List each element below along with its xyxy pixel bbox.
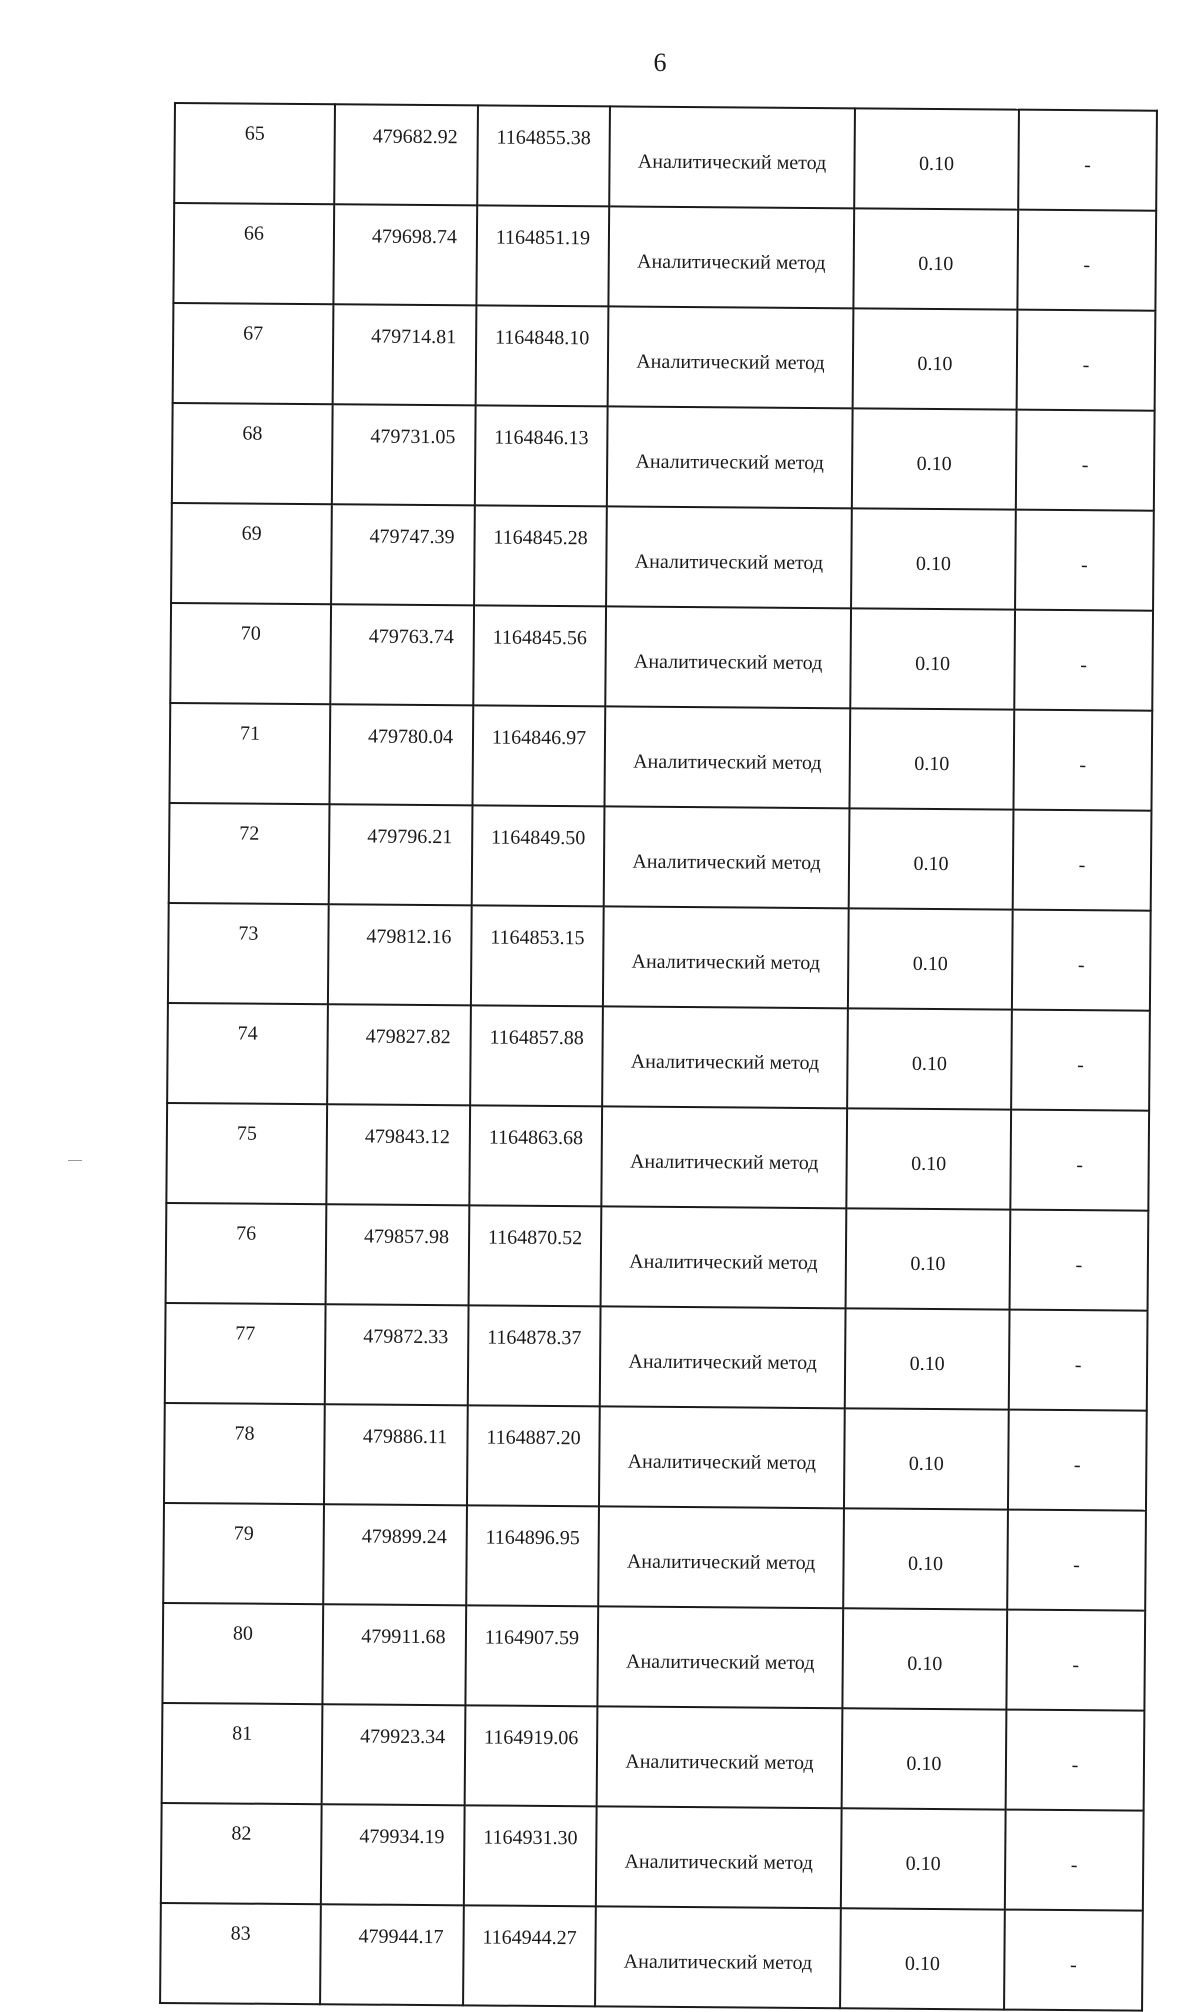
x-coordinate-cell: 479812.16 xyxy=(328,904,472,1005)
note-cell: - xyxy=(1011,1010,1150,1111)
table-row xyxy=(161,1803,1144,1911)
table-row xyxy=(169,803,1152,911)
accuracy-cell: 0.10 xyxy=(847,1008,1012,1109)
point-number-cell: 73 xyxy=(168,903,329,1004)
point-number-cell: 75 xyxy=(166,1103,327,1204)
y-coordinate-cell: 1164846.97 xyxy=(472,705,605,806)
x-coordinate-cell: 479843.12 xyxy=(326,1104,470,1205)
y-coordinate-cell: 1164863.68 xyxy=(469,1105,602,1206)
point-number-cell: 69 xyxy=(171,503,332,604)
note-cell: - xyxy=(1006,1610,1145,1711)
point-number-cell: 80 xyxy=(162,1603,323,1704)
accuracy-cell: 0.10 xyxy=(850,608,1015,709)
point-number-cell: 70 xyxy=(170,603,331,704)
x-coordinate-cell: 479934.19 xyxy=(321,1804,465,1905)
note-cell: - xyxy=(1015,510,1154,611)
method-cell: Аналитический метод xyxy=(598,1506,844,1608)
y-coordinate-cell: 1164878.37 xyxy=(468,1305,601,1406)
method-cell: Аналитический метод xyxy=(605,606,851,708)
method-cell: Аналитический метод xyxy=(602,1006,848,1108)
method-cell: Аналитический метод xyxy=(603,906,849,1008)
note-cell: - xyxy=(1014,610,1153,711)
x-coordinate-cell: 479780.04 xyxy=(329,704,473,805)
point-number-cell: 68 xyxy=(172,403,333,504)
note-cell: - xyxy=(1004,1910,1143,2011)
accuracy-cell: 0.10 xyxy=(849,808,1014,909)
y-coordinate-cell: 1164855.38 xyxy=(477,105,610,206)
point-number-cell: 72 xyxy=(169,803,330,904)
table-row xyxy=(163,1503,1146,1611)
point-number-cell: 78 xyxy=(164,1403,325,1504)
x-coordinate-cell: 479714.81 xyxy=(333,304,477,405)
x-coordinate-cell: 479796.21 xyxy=(329,804,473,905)
y-coordinate-cell: 1164848.10 xyxy=(476,305,609,406)
method-cell: Аналитический метод xyxy=(597,1706,843,1808)
point-number-cell: 65 xyxy=(174,103,335,204)
table-row xyxy=(174,103,1157,211)
note-cell: - xyxy=(1010,1110,1149,1211)
point-number-cell: 74 xyxy=(167,1003,328,1104)
accuracy-cell: 0.10 xyxy=(852,408,1017,509)
accuracy-cell: 0.10 xyxy=(851,508,1016,609)
y-coordinate-cell: 1164919.06 xyxy=(465,1705,598,1806)
accuracy-cell: 0.10 xyxy=(853,308,1018,409)
accuracy-cell: 0.10 xyxy=(846,1208,1011,1309)
accuracy-cell: 0.10 xyxy=(841,1808,1006,1909)
note-cell: - xyxy=(1016,410,1155,511)
method-cell: Аналитический метод xyxy=(599,1406,845,1508)
accuracy-cell: 0.10 xyxy=(843,1508,1008,1609)
table-row xyxy=(166,1203,1149,1311)
table-row xyxy=(172,403,1155,511)
x-coordinate-cell: 479923.34 xyxy=(322,1704,466,1805)
y-coordinate-cell: 1164857.88 xyxy=(470,1005,603,1106)
point-number-cell: 82 xyxy=(161,1803,322,1904)
y-coordinate-cell: 1164907.59 xyxy=(465,1605,598,1706)
method-cell: Аналитический метод xyxy=(601,1206,847,1308)
accuracy-cell: 0.10 xyxy=(848,908,1013,1009)
method-cell: Аналитический метод xyxy=(607,406,853,508)
x-coordinate-cell: 479763.74 xyxy=(330,604,474,705)
note-cell: - xyxy=(1006,1710,1145,1811)
note-cell: - xyxy=(1007,1510,1146,1611)
point-number-cell: 67 xyxy=(173,303,334,404)
table-row xyxy=(169,703,1152,811)
note-cell: - xyxy=(1008,1410,1147,1511)
accuracy-cell: 0.10 xyxy=(844,1408,1009,1509)
method-cell: Аналитический метод xyxy=(604,706,850,808)
point-number-cell: 79 xyxy=(163,1503,324,1604)
method-cell: Аналитический метод xyxy=(604,806,850,908)
table-row xyxy=(170,603,1153,711)
table-body xyxy=(160,103,1157,2011)
table-row xyxy=(165,1303,1148,1411)
note-cell: - xyxy=(1017,310,1156,411)
accuracy-cell: 0.10 xyxy=(842,1708,1007,1809)
method-cell: Аналитический метод xyxy=(609,106,855,208)
table-row xyxy=(173,303,1156,411)
note-cell: - xyxy=(1005,1810,1144,1911)
x-coordinate-cell: 479911.68 xyxy=(322,1604,466,1705)
point-number-cell: 71 xyxy=(169,703,330,804)
point-number-cell: 76 xyxy=(166,1203,327,1304)
x-coordinate-cell: 479682.92 xyxy=(334,104,478,205)
accuracy-cell: 0.10 xyxy=(854,108,1019,209)
table-row xyxy=(162,1603,1145,1711)
y-coordinate-cell: 1164845.28 xyxy=(474,505,607,606)
x-coordinate-cell: 479899.24 xyxy=(323,1504,467,1605)
y-coordinate-cell: 1164851.19 xyxy=(476,205,609,306)
method-cell: Аналитический метод xyxy=(608,206,854,308)
x-coordinate-cell: 479886.11 xyxy=(324,1404,468,1505)
accuracy-cell: 0.10 xyxy=(853,208,1018,309)
point-number-cell: 81 xyxy=(162,1703,323,1804)
note-cell: - xyxy=(1010,1210,1149,1311)
note-cell: - xyxy=(1017,210,1156,311)
method-cell: Аналитический метод xyxy=(596,1806,842,1908)
note-cell: - xyxy=(1009,1310,1148,1411)
scan-mark xyxy=(68,1160,82,1161)
y-coordinate-cell: 1164931.30 xyxy=(464,1805,597,1906)
point-number-cell: 77 xyxy=(165,1303,326,1404)
table-row xyxy=(160,1903,1143,2011)
table-row xyxy=(173,203,1156,311)
x-coordinate-cell: 479872.33 xyxy=(325,1304,469,1405)
table-row xyxy=(171,503,1154,611)
coordinates-table xyxy=(159,102,1158,2012)
table-row xyxy=(168,903,1151,1011)
y-coordinate-cell: 1164896.95 xyxy=(466,1505,599,1606)
x-coordinate-cell: 479731.05 xyxy=(332,404,476,505)
y-coordinate-cell: 1164849.50 xyxy=(472,805,605,906)
y-coordinate-cell: 1164870.52 xyxy=(469,1205,602,1306)
note-cell: - xyxy=(1013,810,1152,911)
method-cell: Аналитический метод xyxy=(600,1306,846,1408)
method-cell: Аналитический метод xyxy=(606,506,852,608)
y-coordinate-cell: 1164853.15 xyxy=(471,905,604,1006)
y-coordinate-cell: 1164846.13 xyxy=(475,405,608,506)
accuracy-cell: 0.10 xyxy=(846,1108,1011,1209)
table-row xyxy=(167,1003,1150,1111)
x-coordinate-cell: 479857.98 xyxy=(326,1204,470,1305)
point-number-cell: 66 xyxy=(173,203,334,304)
x-coordinate-cell: 479827.82 xyxy=(327,1004,471,1105)
y-coordinate-cell: 1164887.20 xyxy=(467,1405,600,1506)
method-cell: Аналитический метод xyxy=(608,306,854,408)
note-cell: - xyxy=(1018,110,1157,211)
coordinates-table-wrapper xyxy=(159,102,1156,2012)
method-cell: Аналитический метод xyxy=(595,1906,841,2008)
method-cell: Аналитический метод xyxy=(601,1106,847,1208)
y-coordinate-cell: 1164845.56 xyxy=(473,605,606,706)
accuracy-cell: 0.10 xyxy=(849,708,1014,809)
page-number: 6 xyxy=(653,48,667,77)
accuracy-cell: 0.10 xyxy=(845,1308,1010,1409)
note-cell: - xyxy=(1013,710,1152,811)
accuracy-cell: 0.10 xyxy=(840,1908,1005,2009)
x-coordinate-cell: 479698.74 xyxy=(333,204,477,305)
method-cell: Аналитический метод xyxy=(597,1606,843,1708)
note-cell: - xyxy=(1012,910,1151,1011)
point-number-cell: 83 xyxy=(160,1903,321,2004)
y-coordinate-cell: 1164944.27 xyxy=(463,1905,596,2006)
table-row xyxy=(164,1403,1147,1511)
x-coordinate-cell: 479747.39 xyxy=(331,504,475,605)
accuracy-cell: 0.10 xyxy=(842,1608,1007,1709)
table-row xyxy=(162,1703,1145,1811)
table-row xyxy=(166,1103,1149,1211)
x-coordinate-cell: 479944.17 xyxy=(320,1904,464,2005)
